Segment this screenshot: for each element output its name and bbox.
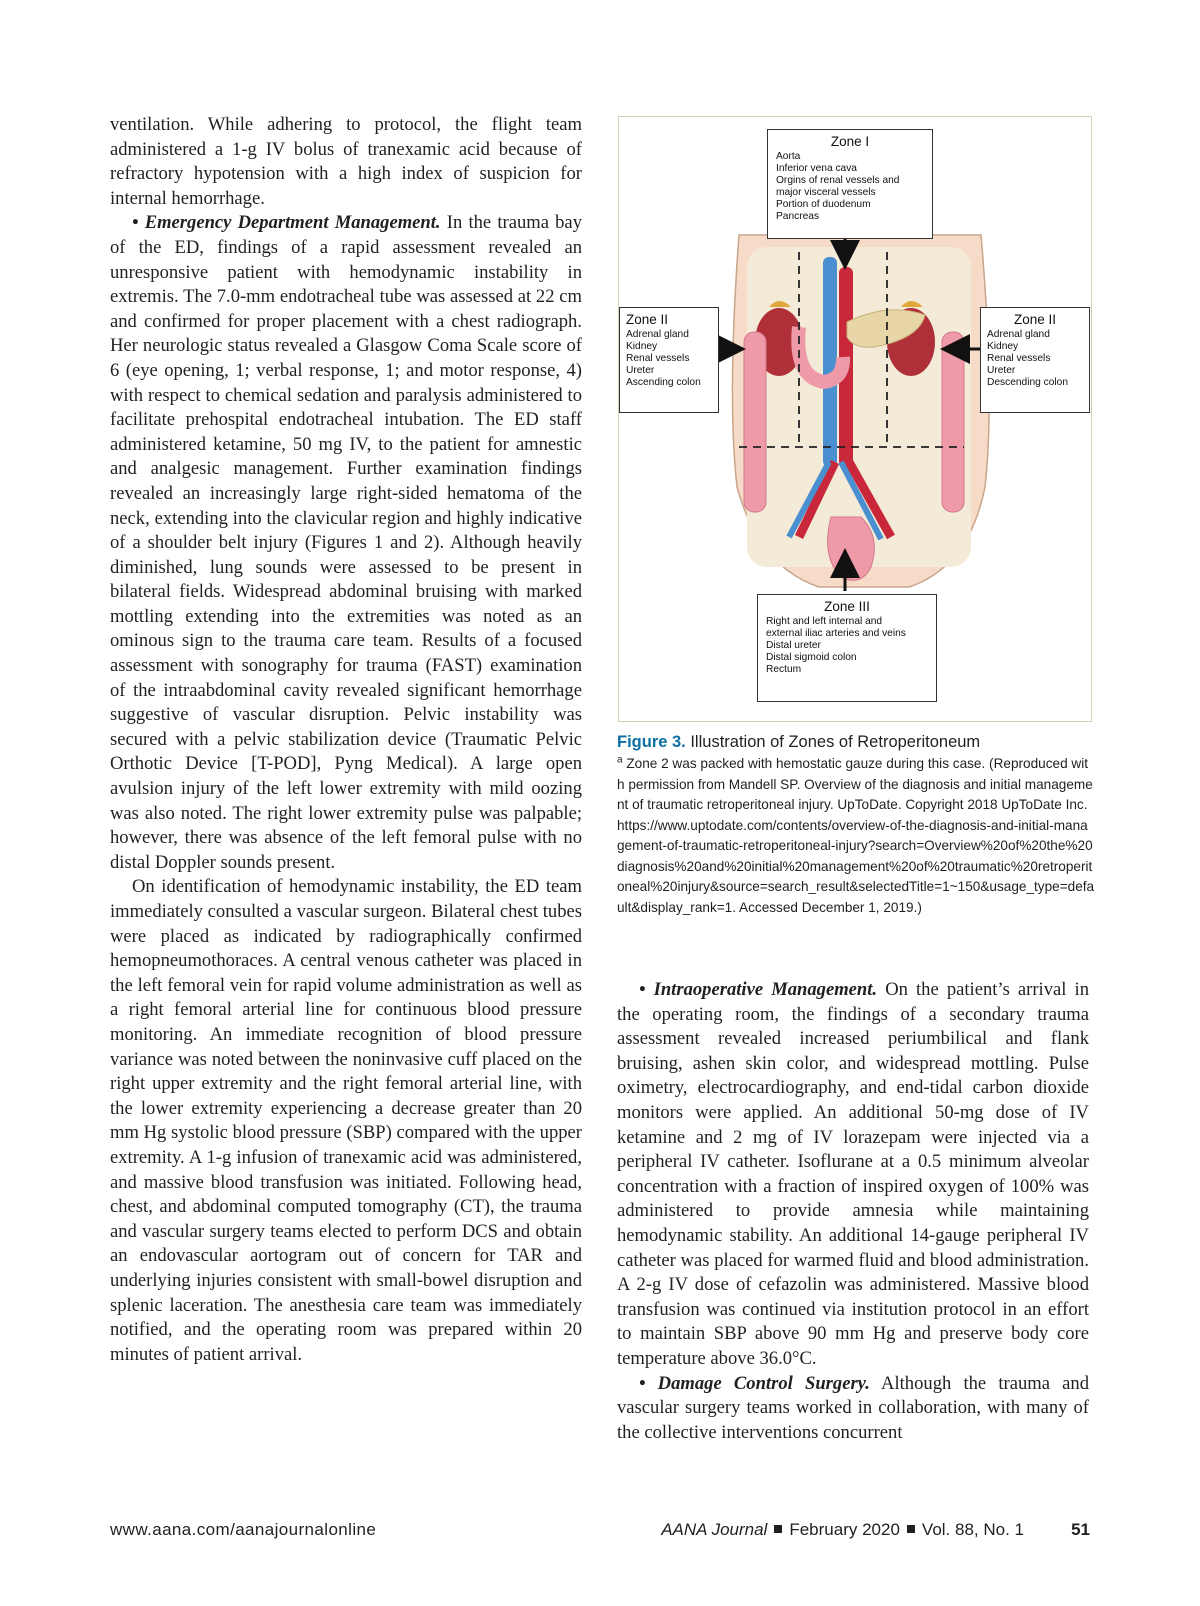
zone-1-box — [767, 129, 933, 239]
zone-item: Orgins of renal vessels and — [776, 175, 900, 186]
section-lead: • Intraoperative Management. — [639, 979, 878, 1000]
zone-title: Zone III — [824, 599, 870, 614]
caption-title: Figure 3. Illustration of Zones of Retroperitoneum — [617, 733, 981, 751]
left-column — [110, 113, 582, 1367]
zone-item: Pancreas — [776, 211, 820, 222]
caption-body: $^a$ Zone 2 was packed with hemostatic gauze during this case. (Reproduced with permission from Mandell SP. Overview of the diagnosis and initial management of traumatic retroperitoneal injury. UpToDate. Copyright 2018 UpToDate Inc. https://www.uptodate.com/contents/overview-of-the-diagnosis-and-initial-management-of-traumatic-retroperitoneal-injury?search=Overview%20of%20the%20diagnosis%20and%20initial%20management%20of%20traumatic%20retroperitoneal%20injury&source=search_result&selectedTitle=1~150&usage_type=default&display_rank=1. Accessed December 1, 2019.) — [617, 754, 1095, 915]
right-column — [617, 978, 1089, 1445]
zone-item: Portion of duodenum — [776, 199, 871, 210]
zone-item: Renal vessels — [987, 353, 1051, 364]
zone-item: Renal vessels — [626, 353, 690, 364]
zone-2-right-box — [980, 307, 1090, 413]
zone-item: external iliac arteries and veins — [766, 628, 906, 639]
zone-item: Adrenal gland — [987, 329, 1050, 340]
zone-item: Ascending colon — [626, 377, 701, 388]
zone-item: Adrenal gland — [626, 329, 689, 340]
zone-item: Rectum — [766, 664, 802, 675]
journal-url[interactable]: www.aana.com/aanajournalonline — [110, 1520, 377, 1539]
section-lead: • Damage Control Surgery. — [639, 1372, 870, 1394]
zone-3-box — [757, 594, 937, 702]
zone-item: Inferior vena cava — [776, 163, 857, 174]
paragraph: ventilation. While adhering to protocol, the flight team administered a 1-g IV bolus of tranexamic acid because of refractory hypotension with a high index of suspicion for internal hemorrhage. — [110, 114, 582, 209]
zone-item: Kidney — [626, 341, 658, 352]
section-lead: • Emergency Department Management. — [132, 212, 441, 234]
zone-2-left-box — [619, 307, 719, 413]
zone-item: Distal sigmoid colon — [766, 652, 857, 663]
caption-label: Figure 3. — [617, 733, 686, 751]
zone-item: Descending colon — [987, 377, 1068, 388]
zone-title: Zone II — [626, 312, 669, 327]
page-footer — [110, 1520, 1090, 1544]
paragraph: • Damage Control Surgery. Although the trauma and vascular surgery teams worked in collaboration, with many of the collective interventions concurrent — [617, 1372, 1089, 1443]
paragraph: • Intraoperative Management. On the patient’s arrival in the operating room, the findings of a secondary trauma assessment revealed increased periumbilical and flank bruising, ashen skin color, and widespread mottling. Pulse oximetry, electrocardiography, and end-tidal carbon dioxide monitors were applied. An additional 50-mg dose of IV ketamine and 2 mg of IV lorazepam were injected via a peripheral IV catheter. Isoflurane at a 0.5 minimum alveolar concentration with a fraction of inspired oxygen of 100% was administered to provide amnesia while maintaining hemodynamic stability. An additional 14-gauge peripheral IV catheter was placed for warmed fluid and blood administration. A 2-g IV dose of cefazolin was administered. Massive blood transfusion was continued via institution protocol in an effort to maintain SBP above 90 mm Hg and preserve body core temperature above 36.0°C. — [617, 979, 1089, 1369]
figure-3 — [618, 116, 1092, 722]
zone-item: Aorta — [776, 151, 801, 162]
zone-item: Right and left internal and — [766, 616, 883, 627]
zone-item: Kidney — [987, 341, 1019, 352]
paragraph: On identification of hemodynamic instability, the ED team immediately consulted a vascular surgeon. Bilateral chest tubes were placed as indicated by radiographically confirmed hemopneumothoraces. A central venous catheter was placed in the left femoral vein for rapid volume administration as well as a right femoral arterial line for continuous blood pressure monitoring. An immediate recognition of blood pressure variance was noted between the noninvasive cuff placed on the right upper extremity and the right femoral arterial line, with the lower extremity experiencing a decrease greater than 20 mm Hg systolic blood pressure (SBP) compared with the upper extremity. A 1-g infusion of tranexamic acid was administered, and massive blood transfusion was initiated. Following head, chest, and abdominal computed tomography (CT), the trauma and vascular surgery teams elected to perform DCS and obtain an endovascular aortogram out of concern for TAR and underlying injuries consistent with small-bowel disruption and splenic laceration. The anesthesia care team was immediately notified, and the operating room was prepared within 20 minutes of patient arrival. — [110, 876, 582, 1365]
zone-item: major visceral vessels — [776, 187, 876, 198]
page-number: 51 — [1071, 1520, 1090, 1539]
ascending-colon — [744, 332, 766, 512]
zone-item: Ureter — [987, 365, 1016, 376]
journal-citation: AANA Journal February 2020 Vol. 88, No. 1 — [661, 1520, 1024, 1539]
descending-colon — [942, 332, 964, 512]
zone-item: Ureter — [626, 365, 655, 376]
paragraph: • Emergency Department Management. In the trauma bay of the ED, findings of a rapid assessment revealed an unresponsive patient with hemodynamic instability in extremis. The 7.0-mm endotracheal tube was assessed at 22 cm and confirmed for proper placement with a chest radiograph. Her neurologic status revealed a Glasgow Coma Scale score of 6 (eye opening, 1; verbal response, 1; and motor response, 4) with respect to chemical sedation and paralysis administered to facilitate prehospital endotracheal intubation. The ED staff administered ketamine, 50 mg IV, to the patient for amnestic and analgesic management. Further examination findings revealed an increasingly large right-sided hematoma of the neck, extending into the clavicular region and highly indicative of a shoulder belt injury (Figures 1 and 2). Although heavily diminished, lung sounds were assessed to be present in bilateral fields. Widespread abdominal bruising with marked mottling extending into the extremities was noted as an ominous sign to the trauma care team. Results of a focused assessment with sonography for trauma (FAST) examination of the intraabdominal cavity revealed significant hemorrhage suggestive of vascular disruption. Pelvic instability was secured with a pelvic stabilization device (Traumatic Pelvic Orthotic Device [T-POD], Pyng Medical). A large open avulsion injury of the left lower extremity with mild oozing was also noted. The right lower extremity pulse was palpable; however, there was absence of the left femoral pulse with no distal Doppler sounds present. — [110, 212, 582, 873]
zone-item: Distal ureter — [766, 640, 821, 651]
zone-title: Zone II — [1013, 312, 1057, 327]
zone-title: Zone I — [830, 134, 870, 149]
inferior-vena-cava — [823, 257, 837, 467]
figure-caption — [617, 732, 1095, 918]
